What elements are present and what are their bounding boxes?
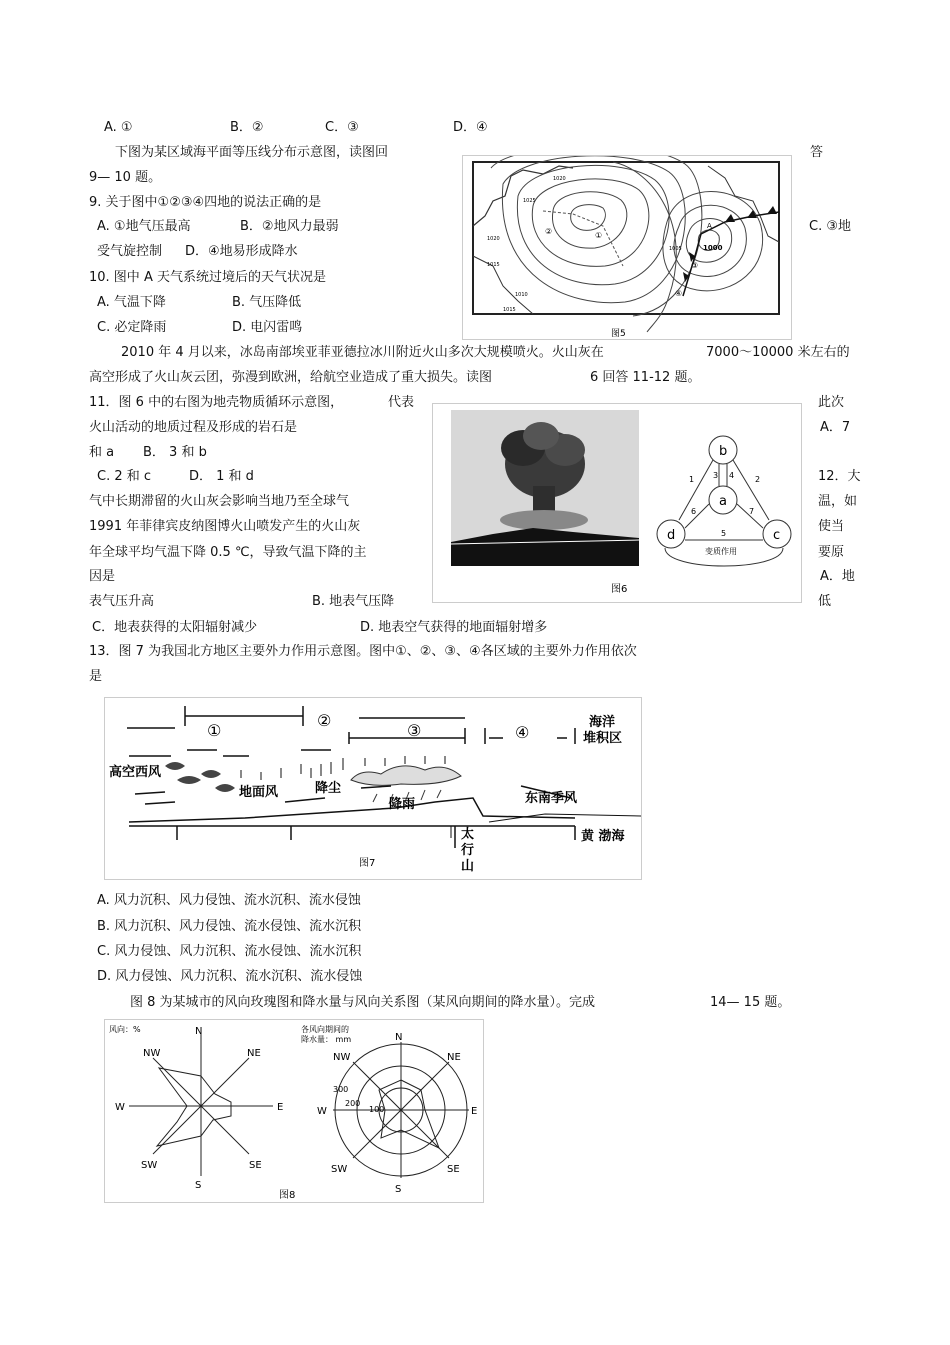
q12-option-b: B. 地表气压降 <box>312 594 395 609</box>
svg-text:S: S <box>195 1180 202 1191</box>
svg-text:③: ③ <box>691 261 699 270</box>
svg-text:a: a <box>719 494 727 509</box>
intro-9-10-tail: 答 <box>810 145 824 160</box>
q11-option-a: A．7 <box>820 420 851 435</box>
q8-option-c: C．③ <box>325 120 359 135</box>
figure-6-volcano-rock-cycle <box>432 403 802 603</box>
svg-text:S: S <box>395 1184 402 1195</box>
q12-line1: 气中长期滞留的火山灰会影响当地乃至全球气 <box>89 494 350 509</box>
svg-text:④: ④ <box>675 289 683 298</box>
q12-line5: 表气压升高 <box>89 594 155 609</box>
q11-stem-b: 代表 <box>388 395 415 410</box>
svg-text:NW: NW <box>333 1052 351 1063</box>
q11-line3: 和 a <box>89 445 115 460</box>
volcano-intro-line1a: 2010 年 4 月以来，冰岛南部埃亚菲亚德拉冰川附近火山多次大规模喷火。火山灰在 <box>121 345 604 360</box>
q8-option-b: B．② <box>230 120 264 135</box>
q13-line2: 是 <box>89 669 103 684</box>
q11-stem-a: 11．图 6 中的右图为地壳物质循环示意图， <box>89 395 344 410</box>
svg-text:300: 300 <box>333 1085 349 1094</box>
svg-text:变质作用: 变质作用 <box>705 547 737 556</box>
svg-text:W: W <box>115 1102 125 1113</box>
svg-text:地面风: 地面风 <box>239 785 279 800</box>
svg-text:黄 渤海: 黄 渤海 <box>581 829 625 844</box>
svg-text:山: 山 <box>461 859 475 874</box>
svg-text:海洋: 海洋 <box>589 715 616 730</box>
svg-text:W: W <box>317 1106 327 1117</box>
q9-option-c-cont: 受气旋控制 <box>97 244 163 259</box>
svg-text:②: ② <box>545 227 553 236</box>
volcano-intro-line2b: 6 回答 11-12 题。 <box>590 370 701 385</box>
q11-stem-c: 此次 <box>818 395 845 410</box>
svg-text:④: ④ <box>515 723 530 742</box>
svg-text:E: E <box>471 1106 478 1117</box>
svg-text:SE: SE <box>447 1164 460 1175</box>
svg-text:4: 4 <box>729 471 735 480</box>
svg-text:1: 1 <box>689 475 695 484</box>
intro-14-15-text: 图 8 为某城市的风向玫瑰图和降水量与风向关系图（某风向期间的降水量）。完成 <box>130 995 596 1010</box>
figure-5-isobar-map <box>462 155 792 340</box>
svg-text:1020: 1020 <box>553 176 566 182</box>
q13-line1: 13．图 7 为我国北方地区主要外力作用示意图。图中①、②、③、④各区域的主要外力作用依次 <box>89 644 637 659</box>
q11-option-c: C. 2 和 c <box>97 469 152 484</box>
q12-option-a: A．地 <box>820 569 855 584</box>
svg-text:c: c <box>773 528 781 543</box>
q8-option-a: A. ① <box>104 120 133 135</box>
figure-8-caption: 图8 <box>279 1190 296 1201</box>
svg-text:E: E <box>277 1102 284 1113</box>
svg-text:NE: NE <box>247 1048 261 1059</box>
svg-text:降雨: 降雨 <box>389 797 416 812</box>
q12-num: 12．大 <box>818 469 861 484</box>
svg-text:①: ① <box>595 231 603 240</box>
svg-text:①: ① <box>207 721 222 740</box>
q9-option-a: A. ①地气压最高 <box>97 219 191 234</box>
figure-7-caption: 图7 <box>359 858 376 869</box>
q9-option-c: C. ③地 <box>809 219 851 234</box>
svg-text:降尘: 降尘 <box>315 781 342 796</box>
q12-option-d: D. 地表空气获得的地面辐射增多 <box>360 620 548 635</box>
q12-line4: 因是 <box>89 569 116 584</box>
svg-text:A: A <box>707 222 712 230</box>
q12-option-c: C．地表获得的太阳辐射减少 <box>92 620 258 635</box>
svg-text:堆积区: 堆积区 <box>583 731 623 746</box>
svg-text:NE: NE <box>447 1052 461 1063</box>
q9-option-b: B．②地风力最弱 <box>240 219 339 234</box>
volcano-intro-line2a: 高空形成了火山灰云团，弥漫到欧洲，给航空业造成了重大损失。读图 <box>89 370 493 385</box>
q10-stem: 10. 图中 A 天气系统过境后的天气状况是 <box>89 270 326 285</box>
svg-text:高空西风: 高空西风 <box>109 765 162 780</box>
q12-r2: 使当 <box>818 519 845 534</box>
figure-5-caption: 图5 <box>611 329 626 339</box>
volcano-intro-line1b: 7000～10000 米左右的 <box>706 345 850 360</box>
svg-text:100: 100 <box>369 1105 385 1114</box>
svg-text:降水量： mm: 降水量： mm <box>301 1035 352 1044</box>
q9-stem: 9. 关于图中①②③④四地的说法正确的是 <box>89 195 322 210</box>
q8-option-d: D．④ <box>453 120 488 135</box>
q12-line3: 年全球平均气温下降 0.5 ℃，导致气温下降的主 <box>89 545 367 560</box>
q10-option-c: C. 必定降雨 <box>97 320 167 335</box>
svg-text:③: ③ <box>407 721 422 740</box>
svg-text:2: 2 <box>755 475 761 484</box>
figure-8-wind-rose <box>104 1019 484 1203</box>
svg-text:②: ② <box>317 711 332 730</box>
svg-text:5: 5 <box>721 529 727 538</box>
q11-line2: 火山活动的地质过程及形成的岩石是 <box>89 420 298 435</box>
svg-text:SW: SW <box>331 1164 348 1175</box>
svg-text:7: 7 <box>749 507 755 516</box>
volcano-eruption-photo <box>451 410 639 566</box>
svg-text:6: 6 <box>691 507 697 516</box>
q9-option-d: D．④地易形成降水 <box>185 244 298 259</box>
svg-text:N: N <box>195 1026 203 1037</box>
figure-6-caption: 图6 <box>611 584 628 595</box>
q10-option-b: B. 气压降低 <box>232 295 302 310</box>
svg-text:1025: 1025 <box>523 198 536 204</box>
figure-7-external-forces <box>104 697 642 880</box>
intro-9-10-line2: 9— 10 题。 <box>89 170 162 185</box>
svg-text:d: d <box>667 528 676 543</box>
svg-text:东南季风: 东南季风 <box>525 791 578 806</box>
svg-text:b: b <box>719 444 728 459</box>
q12-r1: 温，如 <box>818 494 858 509</box>
svg-text:各风向期间的: 各风向期间的 <box>301 1025 349 1034</box>
q13-option-b: B. 风力沉积、风力侵蚀、流水侵蚀、流水沉积 <box>97 919 362 934</box>
svg-text:1005: 1005 <box>669 246 682 252</box>
svg-text:1010: 1010 <box>515 292 528 298</box>
q13-option-a: A. 风力沉积、风力侵蚀、流水沉积、流水侵蚀 <box>97 893 361 908</box>
q11-option-d: D． 1 和 d <box>189 469 254 484</box>
intro-14-15-tail: 14— 15 题。 <box>710 995 791 1010</box>
intro-9-10-line1: 下图为某区域海平面等压线分布示意图，读图回 <box>115 145 389 160</box>
svg-text:SE: SE <box>249 1160 262 1171</box>
svg-text:200: 200 <box>345 1099 361 1108</box>
q11-option-b: B． 3 和 b <box>143 445 207 460</box>
q13-option-d: D. 风力侵蚀、风力沉积、流水沉积、流水侵蚀 <box>97 969 363 984</box>
q10-option-a: A. 气温下降 <box>97 295 166 310</box>
q12-r5: 低 <box>818 594 832 609</box>
svg-text:风向：%: 风向：% <box>109 1025 141 1034</box>
svg-text:3: 3 <box>713 471 719 480</box>
svg-text:NW: NW <box>143 1048 161 1059</box>
svg-text:N: N <box>395 1032 403 1043</box>
svg-text:行: 行 <box>461 843 475 858</box>
svg-text:1000: 1000 <box>703 244 723 252</box>
q13-option-c: C. 风力侵蚀、风力沉积、流水侵蚀、流水沉积 <box>97 944 362 959</box>
q12-line2: 1991 年菲律宾皮纳图博火山喷发产生的火山灰 <box>89 519 361 534</box>
svg-text:1020: 1020 <box>487 236 500 242</box>
q10-option-d: D. 电闪雷鸣 <box>232 320 303 335</box>
svg-text:1015: 1015 <box>503 307 516 313</box>
q12-r3: 要原 <box>818 545 845 560</box>
svg-text:1015: 1015 <box>487 262 500 268</box>
svg-text:SW: SW <box>141 1160 158 1171</box>
svg-text:太: 太 <box>461 827 475 842</box>
